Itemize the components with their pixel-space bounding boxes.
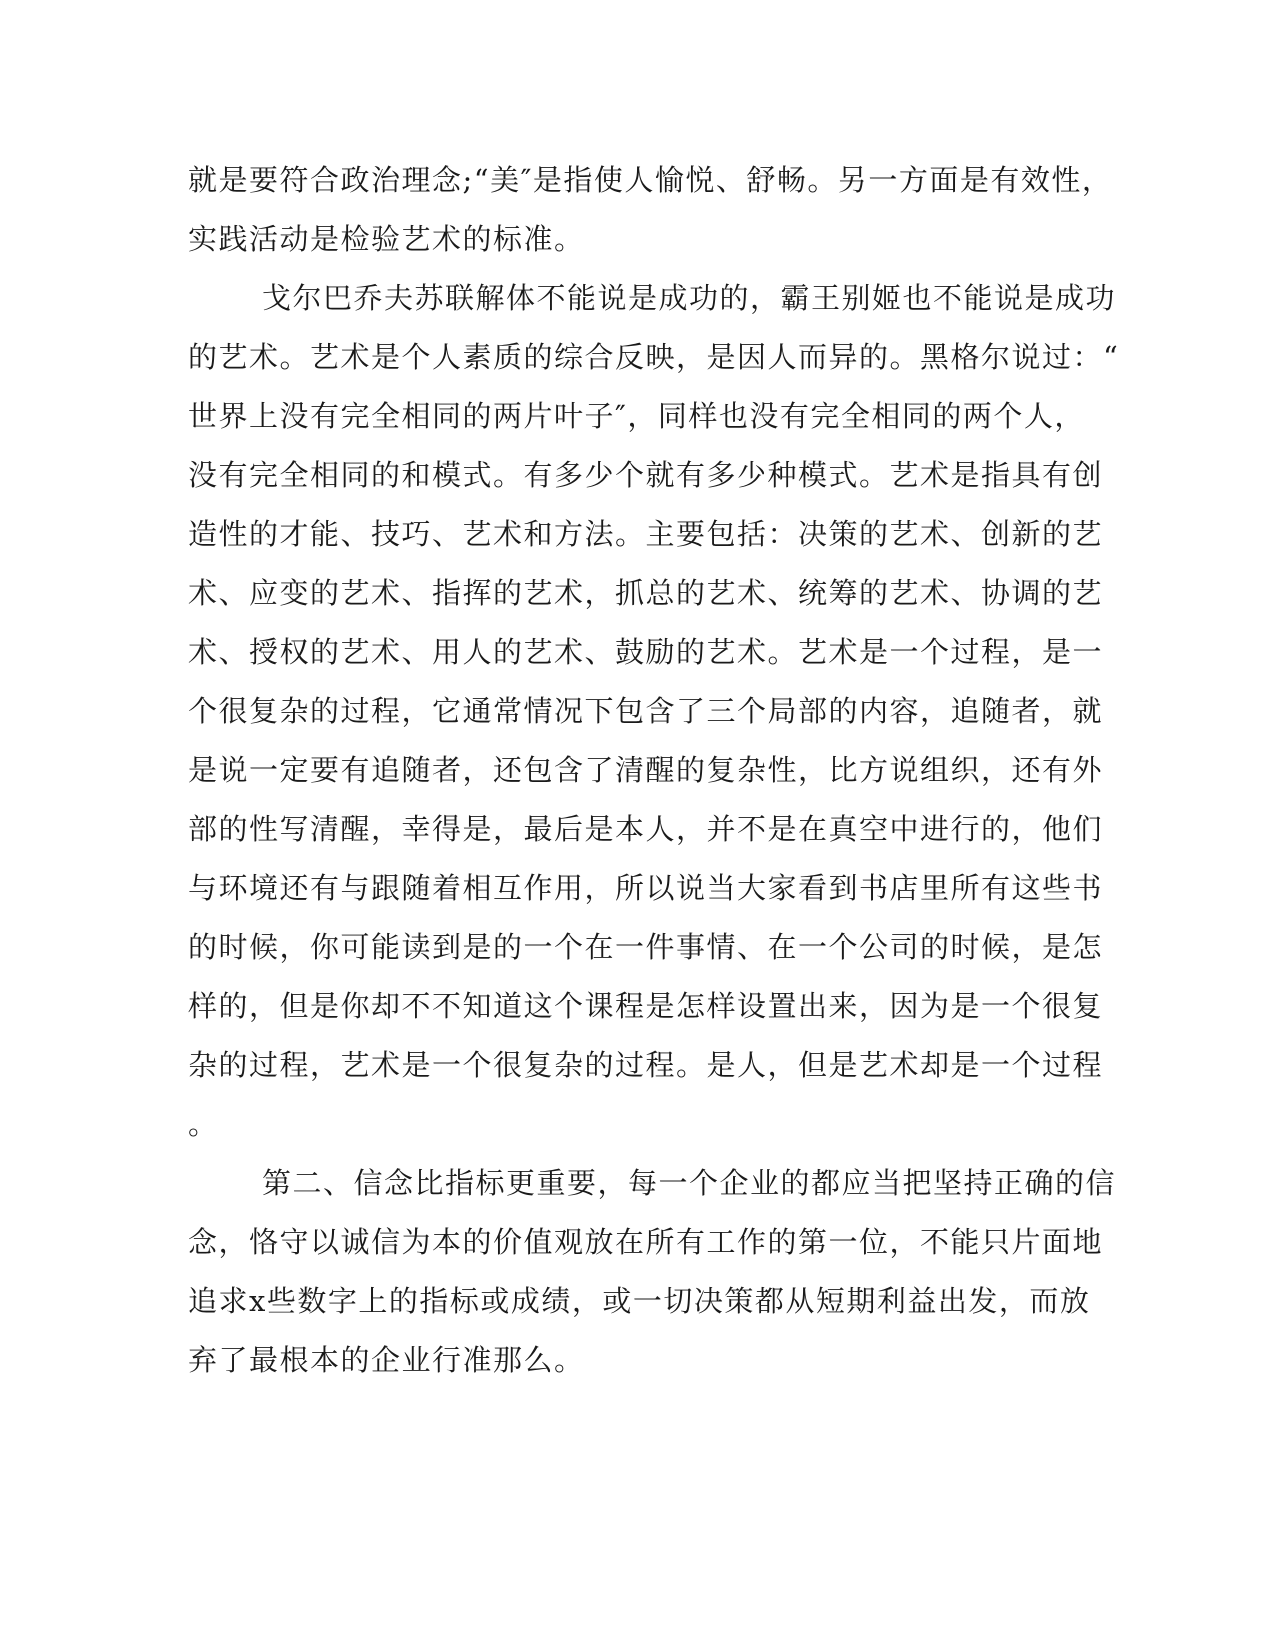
text-line: 世界上没有完全相同的两片叶子″，同样也没有完全相同的两个人，	[188, 399, 1085, 433]
text-line: 样的，但是你却不不知道这个课程是怎样设置出来，因为是一个很复	[188, 989, 1104, 1023]
paragraph-first-line: 戈尔巴乔夫苏联解体不能说是成功的，霸王别姬也不能说是成功	[262, 281, 1117, 315]
text-line: 没有完全相同的和模式。有多少个就有多少种模式。艺术是指具有创	[188, 458, 1104, 492]
text-line: 与环境还有与跟随着相互作用，所以说当大家看到书店里所有这些书	[188, 871, 1104, 905]
text-line: 部的性写清醒，幸得是，最后是本人，并不是在真空中进行的，他们	[188, 812, 1104, 846]
text-line: 的艺术。艺术是个人素质的综合反映，是因人而异的。黑格尔说过：“	[188, 340, 1120, 374]
text-line: 是说一定要有追随者，还包含了清醒的复杂性，比方说组织，还有外	[188, 753, 1104, 787]
text-line: 个很复杂的过程，它通常情况下包含了三个局部的内容，追随者，就	[188, 694, 1104, 728]
text-line: 追求x些数字上的指标或成绩，或一切决策都从短期利益出发，而放	[188, 1284, 1091, 1318]
text-line: 杂的过程，艺术是一个很复杂的过程。是人，但是艺术却是一个过程	[188, 1048, 1104, 1082]
text-line: 实践活动是检验艺术的标准。	[188, 222, 585, 256]
text-line: 的时候，你可能读到是的一个在一件事情、在一个公司的时候，是怎	[188, 930, 1104, 964]
text-line: 弃了最根本的企业行准那么。	[188, 1343, 585, 1377]
text-line: 造性的才能、技巧、艺术和方法。主要包括：决策的艺术、创新的艺	[188, 517, 1104, 551]
text-line: 术、应变的艺术、指挥的艺术，抓总的艺术、统筹的艺术、协调的艺	[188, 576, 1104, 610]
text-line: 术、授权的艺术、用人的艺术、鼓励的艺术。艺术是一个过程，是一	[188, 635, 1104, 669]
text-line: 念，恪守以诚信为本的价值观放在所有工作的第一位，不能只片面地	[188, 1225, 1104, 1259]
text-line: 。	[188, 1107, 219, 1141]
paragraph-first-line: 第二、信念比指标更重要，每一个企业的都应当把坚持正确的信	[262, 1166, 1117, 1200]
text-line: 就是要符合政治理念;“美″是指使人愉悦、舒畅。另一方面是有效性，	[188, 163, 1113, 197]
